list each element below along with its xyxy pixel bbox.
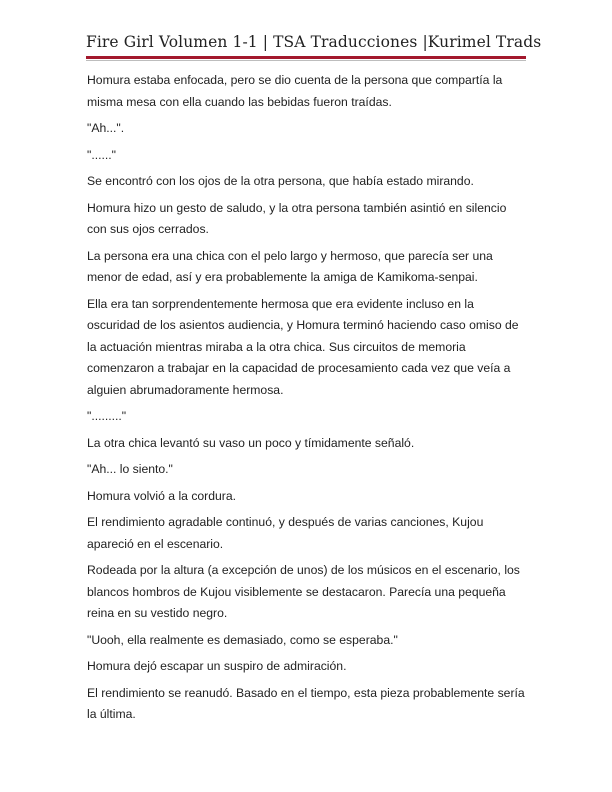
paragraph: Homura dejó escapar un suspiro de admiración. (87, 659, 347, 673)
paragraph: La persona era una chica con el pelo largo y hermoso, que parecía ser una menor de edad, así y era probablemente la amiga de Kamikoma-senpai. (87, 248, 493, 284)
paragraph: Homura volvió a la cordura. (87, 488, 237, 503)
paragraph: Ella era tan sorprendentemente hermosa que era evidente incluso en la oscuridad de los asientos audiencia, y Homura terminó haciendo caso omiso de la actuación mientras miraba a la otra chica. Sus circuitos de memoria comenzaron a trabajar en la capacidad de procesamiento cada vez que veía a alguien abrumadoramente hermosa. (87, 296, 519, 397)
paragraph: "Ah... lo siento." (87, 462, 173, 476)
paragraph: Se encontró con los ojos de la otra persona, que había estado mirando. (87, 174, 474, 188)
paragraph: El rendimiento se reanudó. Basado en el tiempo, esta pieza probablemente sería la última. (87, 685, 525, 721)
page-header: Fire Girl Volumen 1-1 | TSA Traducciones |Kurimel Trads (86, 33, 542, 51)
paragraph: Homura estaba enfocada, pero se dio cuenta de la persona que compartía la misma mesa con ella cuando las bebidas fueron traídas. (87, 73, 503, 109)
header-rule-primary (86, 56, 526, 59)
header-rule-secondary (86, 60, 526, 61)
paragraph: Homura hizo un gesto de saludo, y la otra persona también asintió en silencio con sus ojos cerrados. (87, 200, 507, 236)
paragraph: El rendimiento agradable continuó, y después de varias canciones, Kujou apareció en el escenario. (87, 515, 484, 551)
paragraph: "Ah...". (87, 121, 125, 135)
document-body (87, 70, 529, 731)
paragraph: "Uooh, ella realmente es demasiado, como se esperaba." (87, 632, 398, 647)
paragraph: "........." (87, 409, 127, 423)
paragraph: "......" (87, 147, 116, 162)
paragraph: La otra chica levantó su vaso un poco y tímidamente señaló. (87, 435, 415, 450)
paragraph: Rodeada por la altura (a excepción de unos) de los músicos en el escenario, los blancos hombros de Kujou visiblemente se destacaron. Parecía una pequeña reina en su vestido negro. (87, 563, 520, 620)
